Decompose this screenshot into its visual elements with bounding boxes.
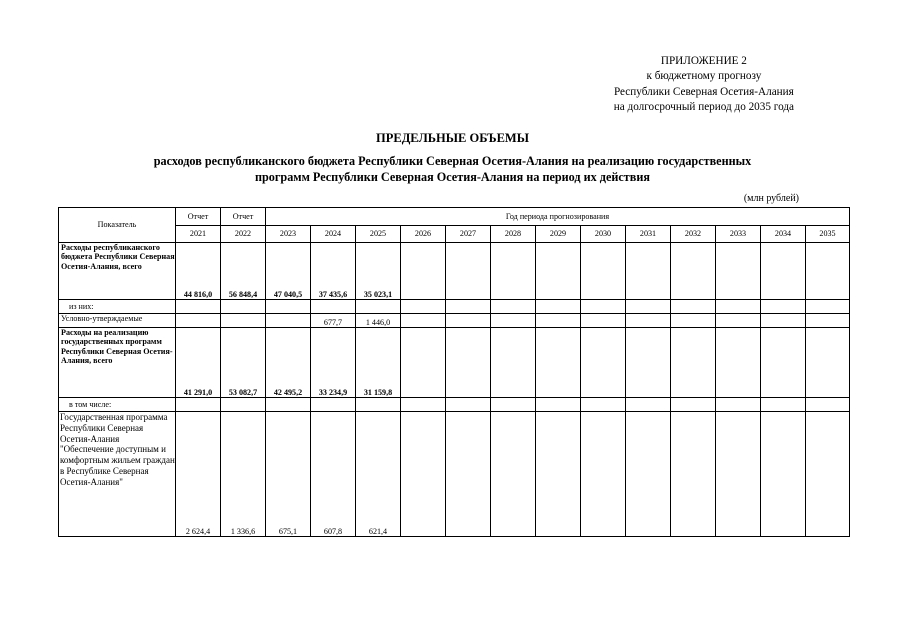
value-cell: [626, 314, 671, 328]
value-cell: [401, 412, 446, 537]
document-title: ПРЕДЕЛЬНЫЕ ОБЪЕМЫ: [376, 131, 529, 145]
value-cell: [446, 328, 491, 398]
state-programs-total-row: [59, 328, 850, 398]
value-cell: [806, 398, 850, 412]
year-header: 2030: [581, 226, 626, 243]
value-cell: [671, 300, 716, 314]
value-cell: [311, 300, 356, 314]
value-cell: 677,7: [311, 314, 356, 328]
value-cell: 621,4: [356, 412, 401, 537]
appendix-line1: ПРИЛОЖЕНИЕ 2: [660, 55, 747, 67]
document-subtitle: [0, 153, 905, 185]
year-header: 2028: [491, 226, 536, 243]
value-cell: [716, 243, 761, 300]
year-header: 2023: [266, 226, 311, 243]
unit-label: (млн рублей): [743, 193, 799, 204]
value-cell: 33 234,9: [311, 328, 356, 398]
year-header: 2027: [446, 226, 491, 243]
year-header: 2026: [401, 226, 446, 243]
value-cell: 607,8: [311, 412, 356, 537]
subtitle-line2: программ Республики Северная Осетия-Алания на период их действия: [254, 170, 650, 184]
value-cell: 675,1: [266, 412, 311, 537]
row-label: из них:: [59, 300, 176, 314]
value-cell: 56 848,4: [221, 243, 266, 300]
value-cell: [581, 300, 626, 314]
row-label: в том числе:: [59, 398, 176, 412]
value-cell: [626, 398, 671, 412]
value-cell: [446, 243, 491, 300]
value-cell: [401, 398, 446, 412]
appendix-line4: на долгосрочный период до 2035 года: [613, 100, 794, 113]
value-cell: [806, 328, 850, 398]
value-cell: [581, 314, 626, 328]
value-cell: [716, 398, 761, 412]
value-cell: [671, 243, 716, 300]
year-header: 2033: [716, 226, 761, 243]
value-cell: [266, 398, 311, 412]
value-cell: [491, 314, 536, 328]
value-cell: [491, 243, 536, 300]
year-header: 2025: [356, 226, 401, 243]
subtitle-line1: расходов республиканского бюджета Республики Северная Осетия-Алания на реализацию государственных: [153, 154, 752, 168]
value-cell: [446, 314, 491, 328]
value-cell: [716, 314, 761, 328]
value-cell: [806, 243, 850, 300]
value-cell: [716, 300, 761, 314]
value-cell: 2 624,4: [176, 412, 221, 537]
value-cell: [266, 300, 311, 314]
value-cell: [581, 243, 626, 300]
year-header: 2032: [671, 226, 716, 243]
value-cell: [716, 412, 761, 537]
value-cell: [581, 398, 626, 412]
value-cell: [176, 300, 221, 314]
value-cell: [806, 314, 850, 328]
value-cell: [536, 300, 581, 314]
value-cell: 1 446,0: [356, 314, 401, 328]
value-cell: [356, 398, 401, 412]
row-label: Расходы республиканского бюджета Республики Северная Осетия-Алания, всего: [59, 243, 176, 300]
including-row: [59, 398, 850, 412]
value-cell: [761, 300, 806, 314]
value-cell: 35 023,1: [356, 243, 401, 300]
value-cell: [536, 412, 581, 537]
value-cell: 44 816,0: [176, 243, 221, 300]
value-cell: [806, 412, 850, 537]
report-header-2021: Отчет: [176, 208, 221, 226]
value-cell: [446, 398, 491, 412]
value-cell: [581, 412, 626, 537]
value-cell: [626, 328, 671, 398]
value-cell: 42 495,2: [266, 328, 311, 398]
value-cell: [491, 328, 536, 398]
value-cell: [221, 300, 266, 314]
value-cell: [401, 243, 446, 300]
value-cell: 31 159,8: [356, 328, 401, 398]
value-cell: [491, 398, 536, 412]
value-cell: 53 082,7: [221, 328, 266, 398]
value-cell: [311, 398, 356, 412]
value-cell: [806, 300, 850, 314]
value-cell: [671, 412, 716, 537]
value-cell: [671, 328, 716, 398]
row-label: Государственная программа Республики Северная Осетия-Алания "Обеспечение доступным и комфортным жильем граждан в Республике Северная Осетия-Алания": [59, 412, 176, 537]
year-header: 2024: [311, 226, 356, 243]
value-cell: [401, 300, 446, 314]
value-cell: [221, 398, 266, 412]
value-cell: [761, 328, 806, 398]
row-label: Расходы на реализацию государственных программ Республики Северная Осетия-Алания, всего: [59, 328, 176, 398]
value-cell: [536, 314, 581, 328]
value-cell: [491, 412, 536, 537]
value-cell: [176, 314, 221, 328]
expenditure-table: [58, 207, 850, 537]
value-cell: 1 336,6: [221, 412, 266, 537]
value-cell: 37 435,6: [311, 243, 356, 300]
conditionally-approved-row: [59, 314, 850, 328]
value-cell: [491, 300, 536, 314]
value-cell: [221, 314, 266, 328]
value-cell: [671, 314, 716, 328]
value-cell: [581, 328, 626, 398]
value-cell: [401, 328, 446, 398]
year-header: 2034: [761, 226, 806, 243]
value-cell: [761, 412, 806, 537]
value-cell: [626, 243, 671, 300]
of-which-row: [59, 300, 850, 314]
forecast-header: Год периода прогнозирования: [266, 208, 850, 226]
value-cell: 41 291,0: [176, 328, 221, 398]
value-cell: [761, 398, 806, 412]
value-cell: 47 040,5: [266, 243, 311, 300]
appendix-line2: к бюджетному прогнозу: [646, 70, 762, 83]
year-header: 2031: [626, 226, 671, 243]
indicator-header: Показатель: [59, 208, 176, 243]
year-header: 2022: [221, 226, 266, 243]
report-header-2022: Отчет: [221, 208, 266, 226]
total-expenditure-row: [59, 243, 850, 300]
year-header: 2035: [806, 226, 850, 243]
value-cell: [626, 300, 671, 314]
value-cell: [671, 398, 716, 412]
value-cell: [761, 314, 806, 328]
row-label: Условно-утверждаемые: [59, 314, 176, 328]
value-cell: [716, 328, 761, 398]
housing-program-row: [59, 412, 850, 537]
value-cell: [536, 328, 581, 398]
year-header: 2021: [176, 226, 221, 243]
value-cell: [536, 243, 581, 300]
value-cell: [761, 243, 806, 300]
value-cell: [446, 412, 491, 537]
value-cell: [536, 398, 581, 412]
value-cell: [626, 412, 671, 537]
value-cell: [401, 314, 446, 328]
value-cell: [356, 300, 401, 314]
value-cell: [266, 314, 311, 328]
year-header: 2029: [536, 226, 581, 243]
appendix-line3: Республики Северная Осетия-Алания: [613, 85, 794, 98]
value-cell: [176, 398, 221, 412]
appendix-block: [614, 54, 794, 115]
value-cell: [446, 300, 491, 314]
